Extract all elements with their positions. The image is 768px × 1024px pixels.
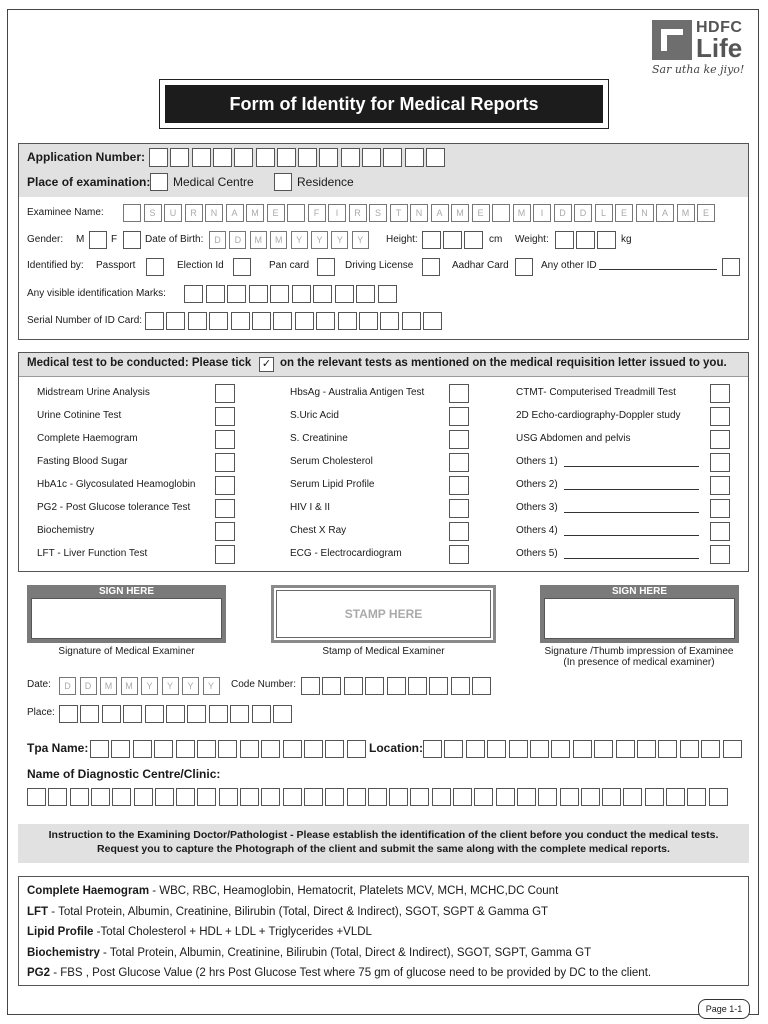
code-number-box[interactable] (322, 677, 341, 695)
test-label: Others 2) (516, 479, 558, 490)
id-other-line[interactable] (599, 269, 717, 270)
examiner-signature-field[interactable] (31, 598, 222, 639)
marks-box[interactable] (356, 285, 375, 303)
serial-box[interactable] (209, 312, 228, 330)
application-number-box[interactable] (213, 148, 232, 167)
test-checkbox[interactable] (449, 545, 469, 564)
serial-box[interactable] (252, 312, 271, 330)
gender-male-checkbox[interactable] (89, 231, 107, 249)
application-number-box[interactable] (149, 148, 168, 167)
location-box[interactable] (616, 740, 635, 758)
marks-box[interactable] (270, 285, 289, 303)
weight-box[interactable] (555, 231, 574, 249)
diagnostic-centre-box[interactable] (560, 788, 579, 806)
tpa-name-box[interactable] (218, 740, 237, 758)
diagnostic-centre-box[interactable] (197, 788, 216, 806)
code-number-box[interactable] (429, 677, 448, 695)
marks-box[interactable] (206, 285, 225, 303)
application-number-box[interactable] (341, 148, 360, 167)
dob-box[interactable]: Y (311, 231, 328, 249)
height-box[interactable] (422, 231, 441, 249)
examinee-name-box[interactable]: A (431, 204, 449, 222)
diagnostic-centre-box[interactable] (112, 788, 131, 806)
diagnostic-centre-box[interactable] (474, 788, 493, 806)
marks-box[interactable] (335, 285, 354, 303)
dob-box[interactable]: D (229, 231, 246, 249)
test-label: ECG - Electrocardiogram (290, 548, 402, 559)
height-unit: cm (489, 234, 503, 245)
serial-box[interactable] (423, 312, 442, 330)
date-box[interactable]: D (80, 677, 97, 695)
diagnostic-centre-box[interactable] (283, 788, 302, 806)
test-checkbox[interactable] (710, 384, 730, 403)
diagnostic-centre-box[interactable] (623, 788, 642, 806)
test-label: Urine Cotinine Test (37, 410, 122, 421)
test-label: Others 4) (516, 525, 558, 536)
page-title: Form of Identity for Medical Reports (165, 85, 603, 123)
diagnostic-centre-box[interactable] (453, 788, 472, 806)
diagnostic-centre-box[interactable] (517, 788, 536, 806)
place-box[interactable] (187, 705, 206, 723)
logo-name: Life (696, 33, 743, 63)
test-checkbox[interactable] (449, 384, 469, 403)
logo-brand: HDFC (696, 19, 743, 36)
test-label: Chest X Ray (290, 525, 347, 536)
place-box[interactable] (80, 705, 99, 723)
application-number-box[interactable] (426, 148, 445, 167)
diagnostic-centre-box[interactable] (155, 788, 174, 806)
test-label: Midstream Urine Analysis (37, 387, 150, 398)
examinee-name-box[interactable]: M (677, 204, 695, 222)
place-box[interactable] (230, 705, 249, 723)
location-box[interactable] (487, 740, 506, 758)
place-box[interactable] (166, 705, 185, 723)
examinee-name-box[interactable]: N (205, 204, 223, 222)
examiner-sign-box (27, 585, 226, 643)
test-label: S. Creatinine (290, 433, 348, 444)
place-box[interactable] (123, 705, 142, 723)
location-box[interactable] (723, 740, 742, 758)
test-label: PG2 - Post Glucose tolerance Test (37, 502, 191, 513)
medical-centre-checkbox[interactable] (150, 173, 168, 191)
examinee-name-box[interactable]: T (390, 204, 408, 222)
note-haemogram: Complete Haemogram - WBC, RBC, Heamoglobin, Hematocrit, Platelets MCV, MCH, MCHC,DC Count (27, 885, 559, 897)
application-number-label: Application Number: (27, 150, 146, 164)
note-pg2: PG2 - FBS , Post Glucose Value (2 hrs Post Glucose Test where 75 gm of glucose need to be provided by DC to the client. (27, 967, 652, 980)
other-test-line[interactable] (564, 512, 699, 513)
diagnostic-centre-box[interactable] (304, 788, 323, 806)
tpa-name-box[interactable] (325, 740, 344, 758)
tpa-name-box[interactable] (283, 740, 302, 758)
tpa-name-box[interactable] (111, 740, 130, 758)
title-frame (159, 79, 609, 129)
tests-header-pre: Medical test to be conducted: Please tick (27, 357, 252, 369)
gender-female-label: F (111, 234, 118, 245)
test-checkbox[interactable] (710, 545, 730, 564)
test-label: HbsAg - Australia Antigen Test (290, 387, 425, 398)
place-box[interactable] (252, 705, 271, 723)
marks-label: Any visible identification Marks: (27, 288, 166, 299)
examinee-name-box[interactable]: U (164, 204, 182, 222)
examinee-signature-caption: Signature /Thumb impression of Examinee (544, 646, 734, 657)
serial-box[interactable] (380, 312, 399, 330)
code-number-box[interactable] (408, 677, 427, 695)
tpa-name-box[interactable] (347, 740, 366, 758)
marks-box[interactable] (249, 285, 268, 303)
diagnostic-centre-box[interactable] (91, 788, 110, 806)
id-election-label: Election Id (177, 260, 224, 271)
stamp-field[interactable]: STAMP HERE (276, 590, 491, 638)
examinee-name-box[interactable]: F (308, 204, 326, 222)
other-test-line[interactable] (564, 535, 699, 536)
instruction-banner (18, 824, 749, 863)
examinee-name-box[interactable]: S (144, 204, 162, 222)
application-number-box[interactable] (277, 148, 296, 167)
location-box[interactable] (658, 740, 677, 758)
examinee-name-box[interactable]: M (451, 204, 469, 222)
test-label: 2D Echo-cardiography-Doppler study (516, 410, 681, 421)
residence-checkbox[interactable] (274, 173, 292, 191)
date-label: Date: (27, 679, 51, 690)
examinee-name-box[interactable]: N (410, 204, 428, 222)
tpa-name-label: Tpa Name: (27, 741, 89, 755)
diagnostic-centre-box[interactable] (538, 788, 557, 806)
test-checkbox[interactable] (215, 545, 235, 564)
test-label: S.Uric Acid (290, 410, 339, 421)
test-label: HbA1c - Glycosulated Heamoglobin (37, 479, 196, 490)
application-number-box[interactable] (362, 148, 381, 167)
dob-box[interactable]: Y (331, 231, 348, 249)
examinee-name-box[interactable]: A (226, 204, 244, 222)
test-label: Complete Haemogram (37, 433, 138, 444)
tpa-name-box[interactable] (133, 740, 152, 758)
examinee-sign-box (540, 585, 739, 643)
other-test-line[interactable] (564, 489, 699, 490)
examinee-name-box[interactable]: D (554, 204, 572, 222)
serial-box[interactable] (166, 312, 185, 330)
note-biochemistry: Biochemistry - Total Protein, Albumin, Creatinine, Bilirubin (Total, Direct & Indirect), SGOT, SGPT, Gamma GT (27, 946, 592, 959)
dob-box[interactable]: M (270, 231, 287, 249)
examinee-name-label: Examinee Name: (27, 207, 104, 218)
diagnostic-centre-box[interactable] (432, 788, 451, 806)
diagnostic-centre-box[interactable] (219, 788, 238, 806)
examinee-name-box[interactable] (123, 204, 141, 222)
place-box[interactable] (59, 705, 78, 723)
marks-box[interactable] (313, 285, 332, 303)
date-box[interactable]: Y (162, 677, 179, 695)
diagnostic-centre-box[interactable] (261, 788, 280, 806)
height-box[interactable] (443, 231, 462, 249)
height-label: Height: (386, 234, 418, 245)
instruction-line-2: Request you to capture the Photograph of the client and submit the same along with the complete medical reports. (97, 843, 670, 855)
sign-here-label-1: SIGN HERE (98, 586, 154, 597)
serial-box[interactable] (273, 312, 292, 330)
date-box[interactable]: Y (141, 677, 158, 695)
serial-box[interactable] (145, 312, 164, 330)
test-checkbox[interactable] (710, 430, 730, 449)
application-number-box[interactable] (234, 148, 253, 167)
test-checkbox[interactable] (215, 499, 235, 518)
test-label: Others 1) (516, 456, 558, 467)
application-number-box[interactable] (383, 148, 402, 167)
diagnostic-centre-box[interactable] (410, 788, 429, 806)
test-checkbox[interactable] (710, 499, 730, 518)
serial-label: Serial Number of ID Card: (27, 315, 143, 326)
test-label: Fasting Blood Sugar (37, 456, 128, 467)
code-number-box[interactable] (387, 677, 406, 695)
stamp-caption: Stamp of Medical Examiner (322, 646, 445, 657)
code-number-box[interactable] (365, 677, 384, 695)
tpa-name-box[interactable] (261, 740, 280, 758)
test-checkbox[interactable] (215, 522, 235, 541)
diagnostic-centre-box[interactable] (581, 788, 600, 806)
application-number-box[interactable] (256, 148, 275, 167)
code-number-label: Code Number: (231, 679, 297, 690)
tick-checkmark-icon: ✓ (259, 357, 274, 372)
weight-unit: kg (621, 234, 632, 245)
location-box[interactable] (530, 740, 549, 758)
serial-box[interactable] (338, 312, 357, 330)
diagnostic-centre-box[interactable] (709, 788, 728, 806)
diagnostic-centre-box[interactable] (176, 788, 195, 806)
test-checkbox[interactable] (449, 407, 469, 426)
test-checkbox[interactable] (710, 522, 730, 541)
test-checkbox[interactable] (710, 407, 730, 426)
place-field-label: Place: (27, 707, 55, 718)
height-box[interactable] (464, 231, 483, 249)
residence-label: Residence (297, 175, 354, 189)
code-number-box[interactable] (472, 677, 491, 695)
examinee-signature-field[interactable] (544, 598, 735, 639)
diagnostic-centre-box[interactable] (389, 788, 408, 806)
id-aadhar-label: Aadhar Card (452, 260, 509, 271)
serial-box[interactable] (316, 312, 335, 330)
tpa-name-box[interactable] (197, 740, 216, 758)
examinee-name-box[interactable]: R (185, 204, 203, 222)
examinee-name-box[interactable]: E (697, 204, 715, 222)
serial-box[interactable] (231, 312, 250, 330)
note-lft: LFT - Total Protein, Albumin, Creatinine, Bilirubin (Total, Direct & Indirect), SGOT, SGPT & Gamma GT (27, 905, 549, 918)
application-number-box[interactable] (170, 148, 189, 167)
id-passport-label: Passport (96, 260, 136, 271)
test-label: CTMT- Computerised Treadmill Test (516, 387, 676, 398)
diagnostic-centre-box[interactable] (645, 788, 664, 806)
id-pan-label: Pan card (269, 260, 310, 271)
test-label: Serum Cholesterol (290, 456, 373, 467)
location-box[interactable] (637, 740, 656, 758)
location-box[interactable] (594, 740, 613, 758)
diagnostic-centre-box[interactable] (134, 788, 153, 806)
id-other-label: Any other ID (541, 260, 597, 271)
application-number-box[interactable] (192, 148, 211, 167)
location-box[interactable] (509, 740, 528, 758)
serial-box[interactable] (359, 312, 378, 330)
test-checkbox[interactable] (710, 453, 730, 472)
diagnostic-centre-box[interactable] (347, 788, 366, 806)
tpa-name-box[interactable] (240, 740, 259, 758)
test-label: HIV I & II (290, 502, 331, 513)
id-driving-label: Driving License (345, 260, 414, 271)
place-box[interactable] (102, 705, 121, 723)
diagnostic-centre-box[interactable] (240, 788, 259, 806)
date-box[interactable]: Y (203, 677, 220, 695)
serial-box[interactable] (188, 312, 207, 330)
location-box[interactable] (680, 740, 699, 758)
test-checkbox[interactable] (449, 430, 469, 449)
test-checkbox[interactable] (215, 476, 235, 495)
examinee-name-box[interactable]: M (246, 204, 264, 222)
id-other-checkbox[interactable] (722, 258, 740, 276)
examinee-name-box[interactable]: E (472, 204, 490, 222)
location-box[interactable] (701, 740, 720, 758)
diagnostic-centre-box[interactable] (70, 788, 89, 806)
diagnostic-centre-label: Name of Diagnostic Centre/Clinic: (27, 767, 221, 781)
examinee-name-box[interactable]: A (656, 204, 674, 222)
examinee-name-box[interactable] (492, 204, 510, 222)
note-lipid: Lipid Profile -Total Cholesterol + HDL + LDL + Triglycerides +VLDL (27, 926, 372, 939)
dob-box[interactable]: Y (291, 231, 308, 249)
identified-by-label: Identified by: (27, 260, 84, 271)
test-definitions (18, 876, 749, 986)
code-number-box[interactable] (344, 677, 363, 695)
diagnostic-centre-box[interactable] (325, 788, 344, 806)
instruction-line-1: Instruction to the Examining Doctor/Pathologist - Please establish the identification of the client before you conduct the medical tests. (48, 829, 719, 841)
test-checkbox[interactable] (449, 453, 469, 472)
marks-box[interactable] (184, 285, 203, 303)
id-driving-checkbox[interactable] (422, 258, 440, 276)
application-number-box[interactable] (405, 148, 424, 167)
application-number-box[interactable] (298, 148, 317, 167)
serial-box[interactable] (402, 312, 421, 330)
test-checkbox[interactable] (710, 476, 730, 495)
test-label: Others 3) (516, 502, 558, 513)
dob-box[interactable]: D (209, 231, 226, 249)
date-box[interactable]: M (100, 677, 117, 695)
diagnostic-centre-box[interactable] (602, 788, 621, 806)
examiner-signature-caption: Signature of Medical Examiner (58, 646, 195, 657)
examinee-name-box[interactable]: E (615, 204, 633, 222)
serial-box[interactable] (295, 312, 314, 330)
examinee-name-box[interactable]: I (533, 204, 551, 222)
date-box[interactable]: D (59, 677, 76, 695)
gender-female-checkbox[interactable] (123, 231, 141, 249)
diagnostic-centre-box[interactable] (687, 788, 706, 806)
examinee-name-box[interactable]: S (369, 204, 387, 222)
weight-label: Weight: (515, 234, 549, 245)
test-checkbox[interactable] (449, 499, 469, 518)
diagnostic-centre-box[interactable] (27, 788, 46, 806)
marks-box[interactable] (378, 285, 397, 303)
weight-box[interactable] (576, 231, 595, 249)
examinee-name-box[interactable]: N (636, 204, 654, 222)
place-box[interactable] (209, 705, 228, 723)
location-box[interactable] (573, 740, 592, 758)
place-box[interactable] (273, 705, 292, 723)
id-election-checkbox[interactable] (233, 258, 251, 276)
test-label: USG Abdomen and pelvis (516, 433, 631, 444)
weight-box[interactable] (597, 231, 616, 249)
examinee-name-box[interactable] (287, 204, 305, 222)
location-box[interactable] (423, 740, 442, 758)
test-label: Others 5) (516, 548, 558, 559)
logo-square-icon (652, 20, 692, 60)
test-checkbox[interactable] (215, 430, 235, 449)
examinee-name-box[interactable]: L (595, 204, 613, 222)
tpa-name-box[interactable] (176, 740, 195, 758)
tests-header-post: on the relevant tests as mentioned on the medical requisition letter issued to you. (280, 357, 727, 369)
test-checkbox[interactable] (215, 407, 235, 426)
test-label: Biochemistry (37, 525, 95, 536)
code-number-box[interactable] (301, 677, 320, 695)
examinee-signature-note: (In presence of medical examiner) (563, 657, 715, 668)
location-box[interactable] (444, 740, 463, 758)
date-box[interactable]: M (121, 677, 138, 695)
other-test-line[interactable] (564, 466, 699, 467)
test-checkbox[interactable] (449, 522, 469, 541)
test-checkbox[interactable] (215, 384, 235, 403)
diagnostic-centre-box[interactable] (368, 788, 387, 806)
test-label: Serum Lipid Profile (290, 479, 375, 490)
diagnostic-centre-box[interactable] (496, 788, 515, 806)
id-passport-checkbox[interactable] (146, 258, 164, 276)
application-number-box[interactable] (319, 148, 338, 167)
location-box[interactable] (466, 740, 485, 758)
location-label: Location: (369, 741, 423, 755)
place-box[interactable] (145, 705, 164, 723)
dob-label: Date of Birth: (145, 234, 204, 245)
diagnostic-centre-box[interactable] (666, 788, 685, 806)
test-checkbox[interactable] (215, 453, 235, 472)
test-checkbox[interactable] (449, 476, 469, 495)
location-box[interactable] (551, 740, 570, 758)
examinee-name-box[interactable]: I (328, 204, 346, 222)
medical-centre-label: Medical Centre (173, 175, 254, 189)
marks-box[interactable] (292, 285, 311, 303)
gender-male-label: M (76, 234, 85, 245)
logo-tagline: Sar utha ke jiyo! (652, 63, 745, 76)
examinee-name-box[interactable]: R (349, 204, 367, 222)
tpa-name-box[interactable] (304, 740, 323, 758)
diagnostic-centre-box[interactable] (48, 788, 67, 806)
tpa-name-box[interactable] (90, 740, 109, 758)
examinee-name-box[interactable]: E (267, 204, 285, 222)
tpa-name-box[interactable] (154, 740, 173, 758)
place-label: Place of examination: (27, 175, 151, 189)
marks-box[interactable] (227, 285, 246, 303)
examinee-name-box[interactable]: M (513, 204, 531, 222)
id-aadhar-checkbox[interactable] (515, 258, 533, 276)
date-box[interactable]: Y (182, 677, 199, 695)
code-number-box[interactable] (451, 677, 470, 695)
examinee-name-box[interactable]: D (574, 204, 592, 222)
test-label: LFT - Liver Function Test (37, 548, 148, 559)
hdfc-life-logo (652, 20, 752, 78)
page-number: Page 1-1 (698, 999, 750, 1019)
gender-label: Gender: (27, 234, 64, 245)
id-pan-checkbox[interactable] (317, 258, 335, 276)
sign-here-label-2: SIGN HERE (611, 586, 667, 597)
other-test-line[interactable] (564, 558, 699, 559)
dob-box[interactable]: Y (352, 231, 369, 249)
dob-box[interactable]: M (250, 231, 267, 249)
stamp-box (271, 585, 496, 643)
